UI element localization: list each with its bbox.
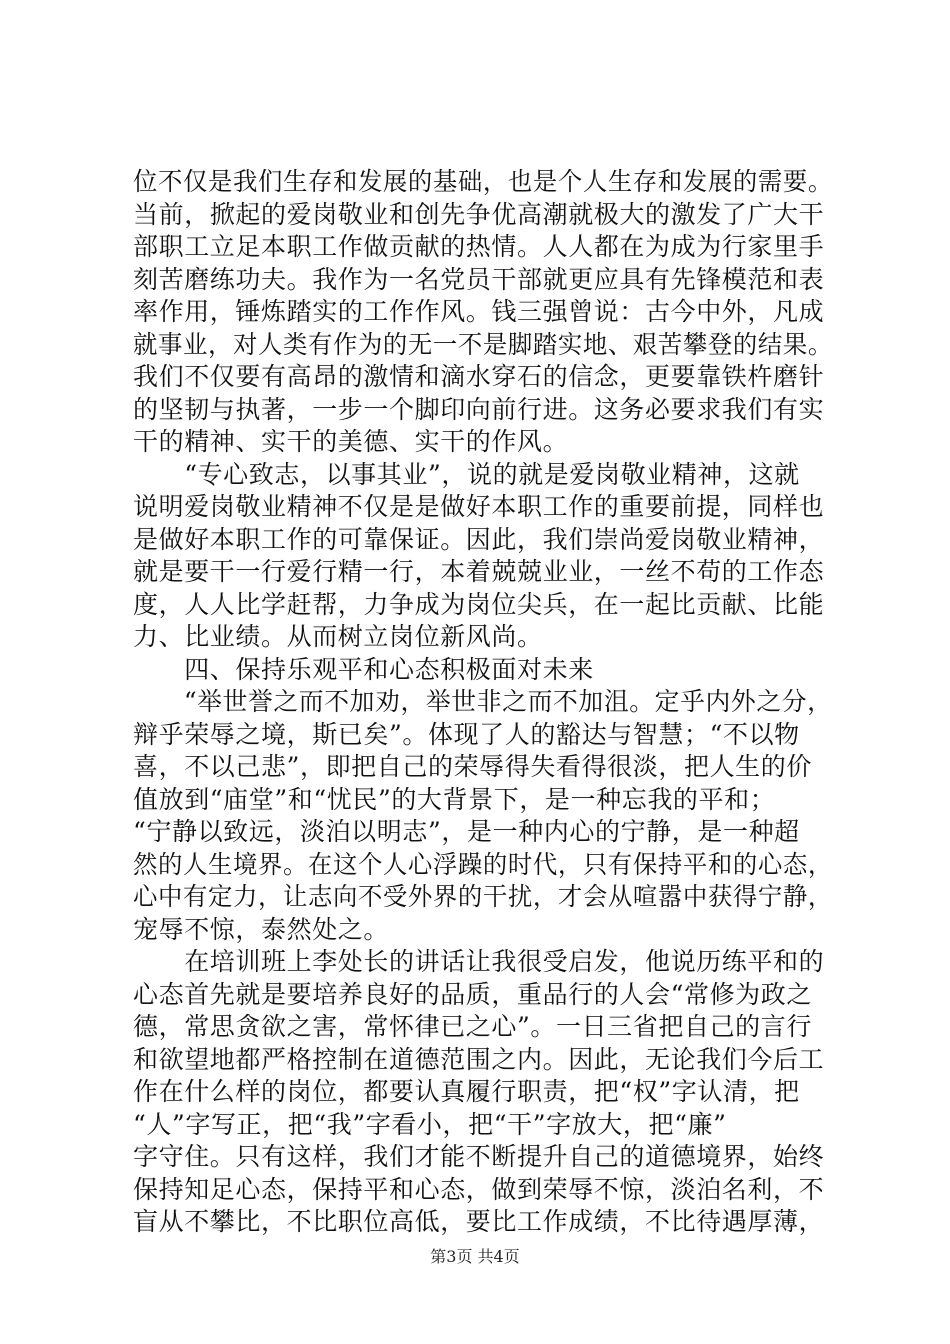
text-line: 和欲望地都严格控制在道德范围之内。因此，无论我们今后工 [133, 1044, 825, 1074]
text-line: 值放到“庙堂”和“忧民”的大背景下，是一种忘我的平和； [133, 784, 776, 814]
text-line: 是做好本职工作的可靠保证。因此，我们崇尚爱岗敬业精神， [133, 524, 825, 554]
text-line: 力、比业绩。从而树立岗位新风尚。 [133, 622, 543, 651]
text-line: 心中有定力，让志向不受外界的干扰，才会从喧嚣中获得宁静， [133, 882, 833, 911]
text-line: 率作用，锤炼踏实的工作作风。钱三强曾说：古今中外，凡成 [133, 297, 825, 326]
text-line: “宁静以致远，淡泊以明志”，是一种内心的宁静，是一种超 [133, 817, 800, 846]
text-line: 德，常思贪欲之害，常怀律已之心”。一日三省把自己的言行 [133, 1012, 812, 1041]
text-line: 在培训班上李处长的讲话让我很受启发，他说历练平和的 [133, 947, 825, 976]
text-line: 作在什么样的岗位，都要认真履行职责，把“权”字认清，把 [133, 1077, 800, 1106]
text-line: 盲从不攀比，不比职位高低，要比工作成绩，不比待遇厚薄， [133, 1207, 825, 1236]
text-line: 四、保持乐观平和心态积极面对未来 [133, 654, 594, 684]
text-line: 当前，掀起的爱岗敬业和创先争优高潮就极大的激发了广大干 [133, 199, 825, 229]
text-line: 保持知足心态，保持平和心态，做到荣辱不惊，淡泊名利，不 [133, 1174, 825, 1204]
text-line: 位不仅是我们生存和发展的基础，也是个人生存和发展的需要。 [133, 167, 833, 196]
text-line: 刻苦磨练功夫。我作为一名党员干部就更应具有先锋模范和表 [133, 264, 825, 294]
text-line: 辩乎荣辱之境，斯已矣”。体现了人的豁达与智慧；“不以物 [133, 719, 800, 749]
text-line: 说明爱岗敬业精神不仅是是做好本职工作的重要前提，同样也 [133, 492, 825, 521]
text-line: “举世誉之而不加劝，举世非之而不加沮。定乎内外之分， [133, 687, 833, 716]
text-line: 部职工立足本职工作做贡献的热情。人人都在为成为行家里手 [133, 232, 825, 261]
text-line: 字守住。只有这样，我们才能不断提升自己的道德境界，始终 [133, 1142, 825, 1171]
text-line: 干的精神、实干的美德、实干的作风。 [133, 427, 569, 456]
text-line: 心态首先就是要培养良好的品质，重品行的人会“常修为政之 [133, 979, 812, 1009]
text-line: 的坚韧与执著，一步一个脚印向前行进。这务必要求我们有实 [133, 394, 825, 424]
text-line: “专心致志，以事其业”，说的就是爱岗敬业精神，这就 [133, 459, 800, 489]
page-number-footer: 第3页 共4页 [430, 1247, 520, 1266]
text-line: 喜，不以己悲”，即把自己的荣辱得失看得很淡，把人生的价 [133, 752, 812, 781]
text-line: 就是要干一行爱行精一行，本着兢兢业业，一丝不苟的工作态 [133, 557, 825, 586]
text-line: 然的人生境界。在这个人心浮躁的时代，只有保持平和的心态， [133, 849, 833, 879]
text-line: 就事业，对人类有作为的无一不是脚踏实地、艰苦攀登的结果。 [133, 329, 833, 359]
text-line: 我们不仅要有高昂的激情和滴水穿石的信念，更要靠铁杵磨针 [133, 362, 825, 391]
text-line: 宠辱不惊，泰然处之。 [133, 914, 390, 944]
text-line: 度，人人比学赶帮，力争成为岗位尖兵，在一起比贡献、比能 [133, 589, 825, 619]
document-body-text [133, 166, 833, 1239]
text-line: “人”字写正，把“我”字看小，把“干”字放大，把“廉” [133, 1109, 727, 1139]
